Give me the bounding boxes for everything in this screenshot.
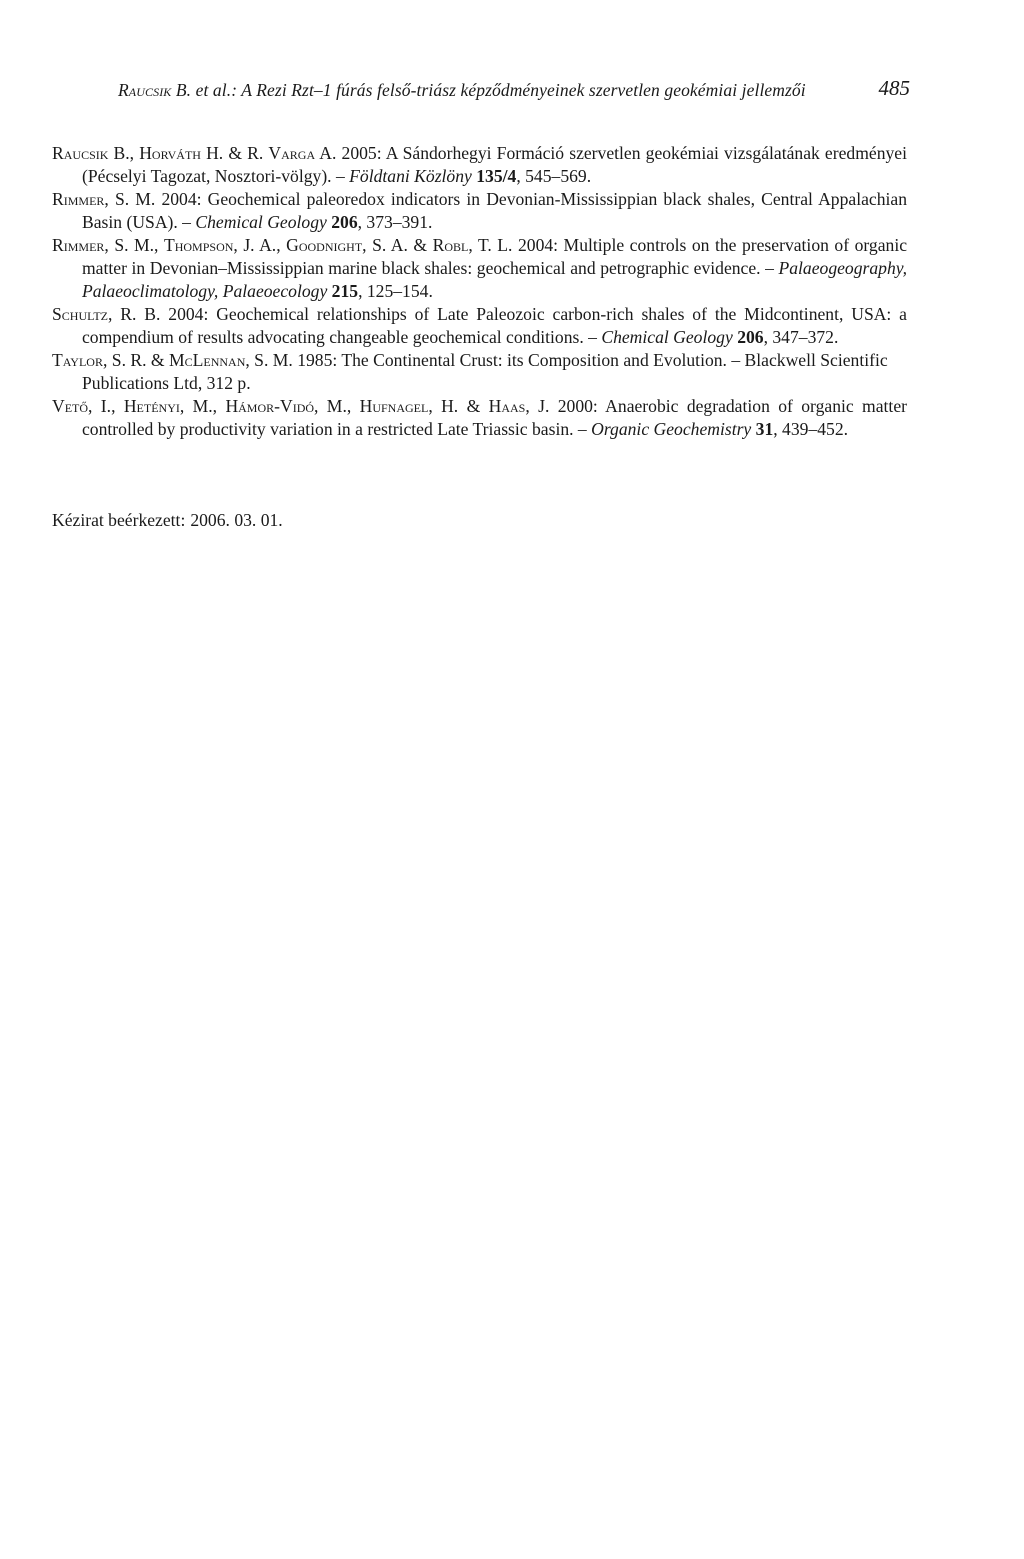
reference-title: : A Sándorhegyi Formáció szervetlen geokémiai vizsgálatának eredményei (Pécselyi Tagozat, Nosztori-völgy). – <box>82 143 907 186</box>
reference-author: Raucsik <box>52 143 109 163</box>
reference-author-initials: H. & R. <box>200 143 269 163</box>
reference-author-initials: , H. & <box>428 396 489 416</box>
reference-volume: 206 <box>331 212 358 232</box>
reference-author-initials: A. <box>315 143 342 163</box>
reference-entry <box>52 234 907 303</box>
reference-title: : Anaerobic degradation of organic matter controlled by productivity variation in a restricted Late Triassic basin. – <box>82 396 907 439</box>
running-head-article-title: A Rezi Rzt–1 fúrás felső-triász képződményeinek szervetlen geokémiai jellemzői <box>241 80 806 100</box>
reference-author-initials: , S. M. <box>245 350 298 370</box>
reference-volume: 135/4 <box>476 166 517 186</box>
reference-author-initials: , J. <box>525 396 558 416</box>
reference-entry <box>52 395 907 441</box>
reference-journal: Chemical Geology <box>195 212 327 232</box>
page-number: 485 <box>878 76 910 100</box>
reference-title: : Geochemical relationships of Late Paleozoic carbon-rich shales of the Midcontinent, USA: a compendium of results advocating changeable geochemical conditions. – <box>82 304 907 347</box>
reference-pages: , 439–452. <box>773 419 849 439</box>
reference-pages: , 373–391. <box>357 212 433 232</box>
reference-author: Horváth <box>139 143 201 163</box>
reference-author: Rimmer <box>52 189 105 209</box>
reference-author: Thompson <box>163 235 234 255</box>
reference-journal: Organic Geochemistry <box>591 419 752 439</box>
reference-author: Varga <box>268 143 316 163</box>
reference-author: Haas <box>488 396 526 416</box>
reference-title: : Multiple controls on the preservation of organic matter in Devonian–Mississippian marine black shales: geochemical and petrographic evidence. – <box>82 235 908 278</box>
received-label: Kézirat beérkezett: <box>52 510 186 530</box>
reference-author-initials: , M., <box>314 396 360 416</box>
reference-author: Hetényi <box>123 396 180 416</box>
reference-author-initials: , R. B. <box>108 304 169 324</box>
reference-entry <box>52 349 907 395</box>
reference-author: Vető <box>52 396 89 416</box>
reference-year: 2000 <box>557 396 593 416</box>
reference-entry <box>52 188 907 234</box>
reference-volume: 215 <box>331 281 359 301</box>
running-head <box>118 76 910 106</box>
reference-author-initials: , J. A., <box>233 235 287 255</box>
reference-pages: , 545–569. <box>516 166 592 186</box>
reference-year: 2004 <box>517 235 554 255</box>
reference-year: 2005 <box>341 143 377 163</box>
reference-entry <box>52 303 907 349</box>
reference-author-initials: , S. R. & <box>102 350 169 370</box>
reference-author-initials: , S. M., <box>104 235 164 255</box>
reference-author-initials: , M., <box>179 396 226 416</box>
reference-journal: Palaeogeography, Palaeoclimatology, Palaeoecology <box>82 258 907 301</box>
reference-year: 1985 <box>297 350 333 370</box>
manuscript-received <box>52 509 288 532</box>
running-head-title <box>118 80 806 101</box>
reference-pages: , 347–372. <box>763 327 839 347</box>
reference-author-initials: B., <box>108 143 140 163</box>
reference-entry <box>52 142 907 188</box>
reference-author: Robl <box>432 235 469 255</box>
reference-author: Hámor-Vidó <box>225 396 315 416</box>
running-head-author-rest: B. et al.: <box>171 80 242 100</box>
reference-author: Rimmer <box>52 235 105 255</box>
reference-journal: Földtani Közlöny <box>349 166 472 186</box>
reference-author-initials: , I., <box>88 396 124 416</box>
reference-author: Goodnight <box>286 235 363 255</box>
reference-author-initials: , S. A. & <box>362 235 433 255</box>
reference-year: 2004 <box>161 189 197 209</box>
running-head-author: Raucsik <box>118 80 172 100</box>
reference-author-initials: , S. M. <box>104 189 162 209</box>
reference-author: McLennan <box>168 350 246 370</box>
reference-year: 2004 <box>168 304 204 324</box>
reference-author: Hufnagel <box>359 396 429 416</box>
reference-volume: 31 <box>755 419 774 439</box>
reference-title: : Geochemical paleoredox indicators in Devonian-Mississippian black shales, Central Appalachian Basin (USA). – <box>82 189 907 232</box>
received-date: 2006. 03. 01. <box>190 510 283 530</box>
reference-author: Schultz <box>52 304 109 324</box>
reference-pages: , 125–154. <box>358 281 433 301</box>
reference-volume: 206 <box>737 327 764 347</box>
reference-title: : The Continental Crust: its Composition and Evolution. – Blackwell Scientific Publications Ltd, 312 p. <box>82 350 888 393</box>
reference-author-initials: , T. L. <box>468 235 518 255</box>
reference-author: Taylor <box>52 350 103 370</box>
reference-list <box>52 142 907 441</box>
reference-journal: Chemical Geology <box>601 327 733 347</box>
